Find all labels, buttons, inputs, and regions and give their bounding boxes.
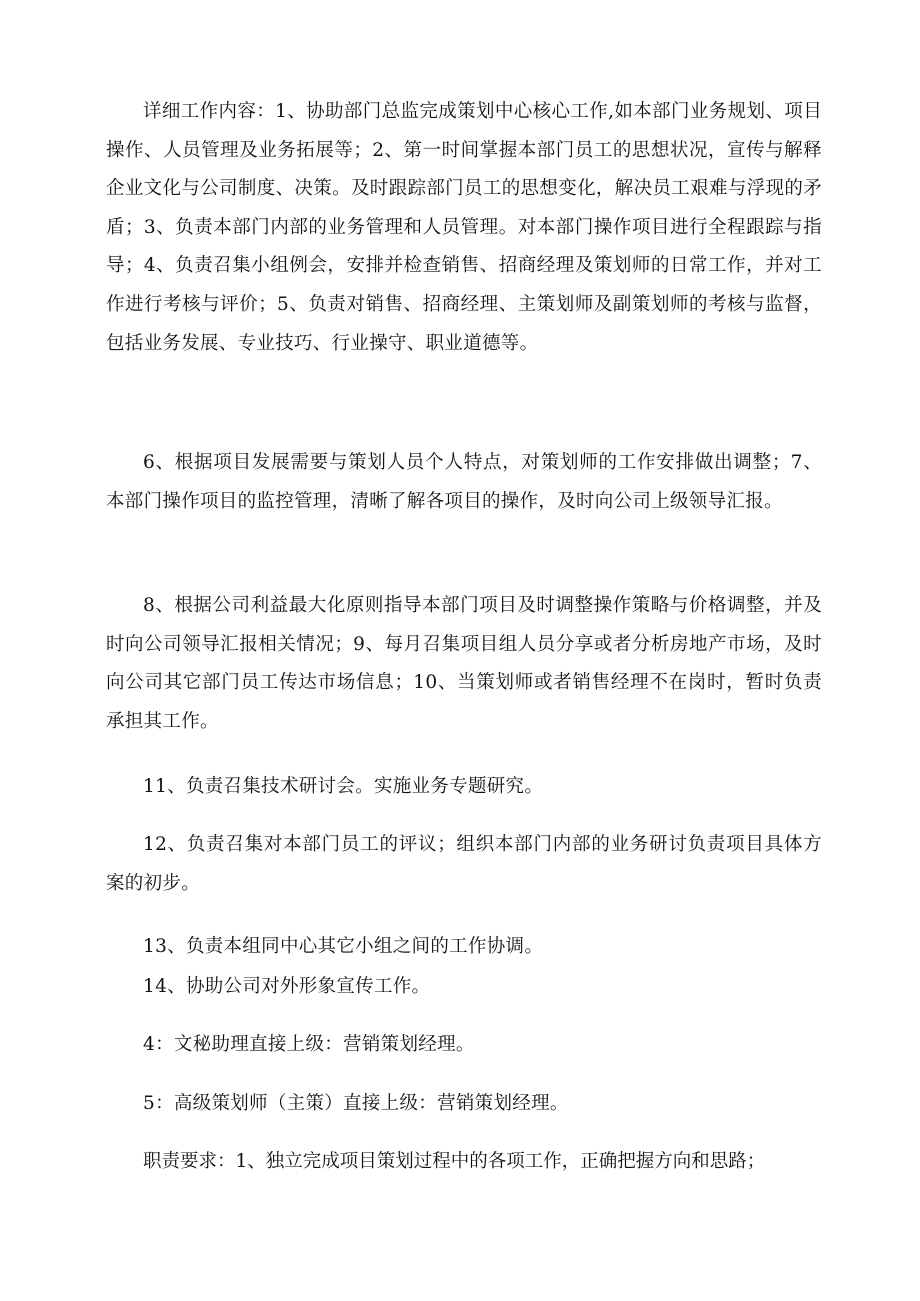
paragraph-item-13: 13、负责本组同中心其它小组之间的工作协调。 — [143, 936, 544, 957]
paragraph-items-6-7: 6、根据项目发展需要与策划人员个人特点，对策划师的工作安排做出调整；7、本部门操作项目的监控管理，清晰了解各项目的操作，及时向公司上级领导汇报。 — [106, 452, 822, 512]
paragraph-job-requirements: 职责要求：1、独立完成项目策划过程中的各项工作，正确把握方向和思路； — [143, 1151, 766, 1172]
paragraph-item-11: 11、负责召集技术研讨会。实施业务专题研究。 — [143, 776, 544, 797]
paragraph-job-details: 详细工作内容：1、协助部门总监完成策划中心核心工作,如本部门业务规划、项目操作、人员管理及业务拓展等；2、第一时间掌握本部门员工的思想状况，宣传与解释企业文化与公司制度、决策。及时跟踪部门员工的思想变化，解决员工艰难与浮现的矛盾；3、负责本部门内部的业务管理和人员管理。对本部门操作项目进行全程跟踪与指导；4、负责召集小组例会，安排并检查销售、招商经理及策划师的日常工作，并对工作进行考核与评价；5、负责对销售、招商经理、主策划师及副策划师的考核与监督，包括业务发展、专业技巧、行业操守、职业道德等。 — [106, 101, 822, 354]
paragraph-items-8-10: 8、根据公司利益最大化原则指导本部门项目及时调整操作策略与价格调整，并及时向公司领导汇报相关情况；9、每月召集项目组人员分享或者分析房地产市场，及时向公司其它部门员工传达市场信息；10、当策划师或者销售经理不在岗时，暂时负责承担其工作。 — [106, 595, 822, 732]
paragraph-senior-planner: 5：高级策划师（主策）直接上级：营销策划经理。 — [143, 1093, 569, 1114]
paragraph-item-14: 14、协助公司对外形象宣传工作。 — [143, 976, 431, 997]
paragraph-item-12: 12、负责召集对本部门员工的评议；组织本部门内部的业务研讨负责项目具体方案的初步。 — [106, 834, 822, 894]
paragraph-secretary-assistant: 4：文秘助理直接上级：营销策划经理。 — [143, 1034, 475, 1055]
